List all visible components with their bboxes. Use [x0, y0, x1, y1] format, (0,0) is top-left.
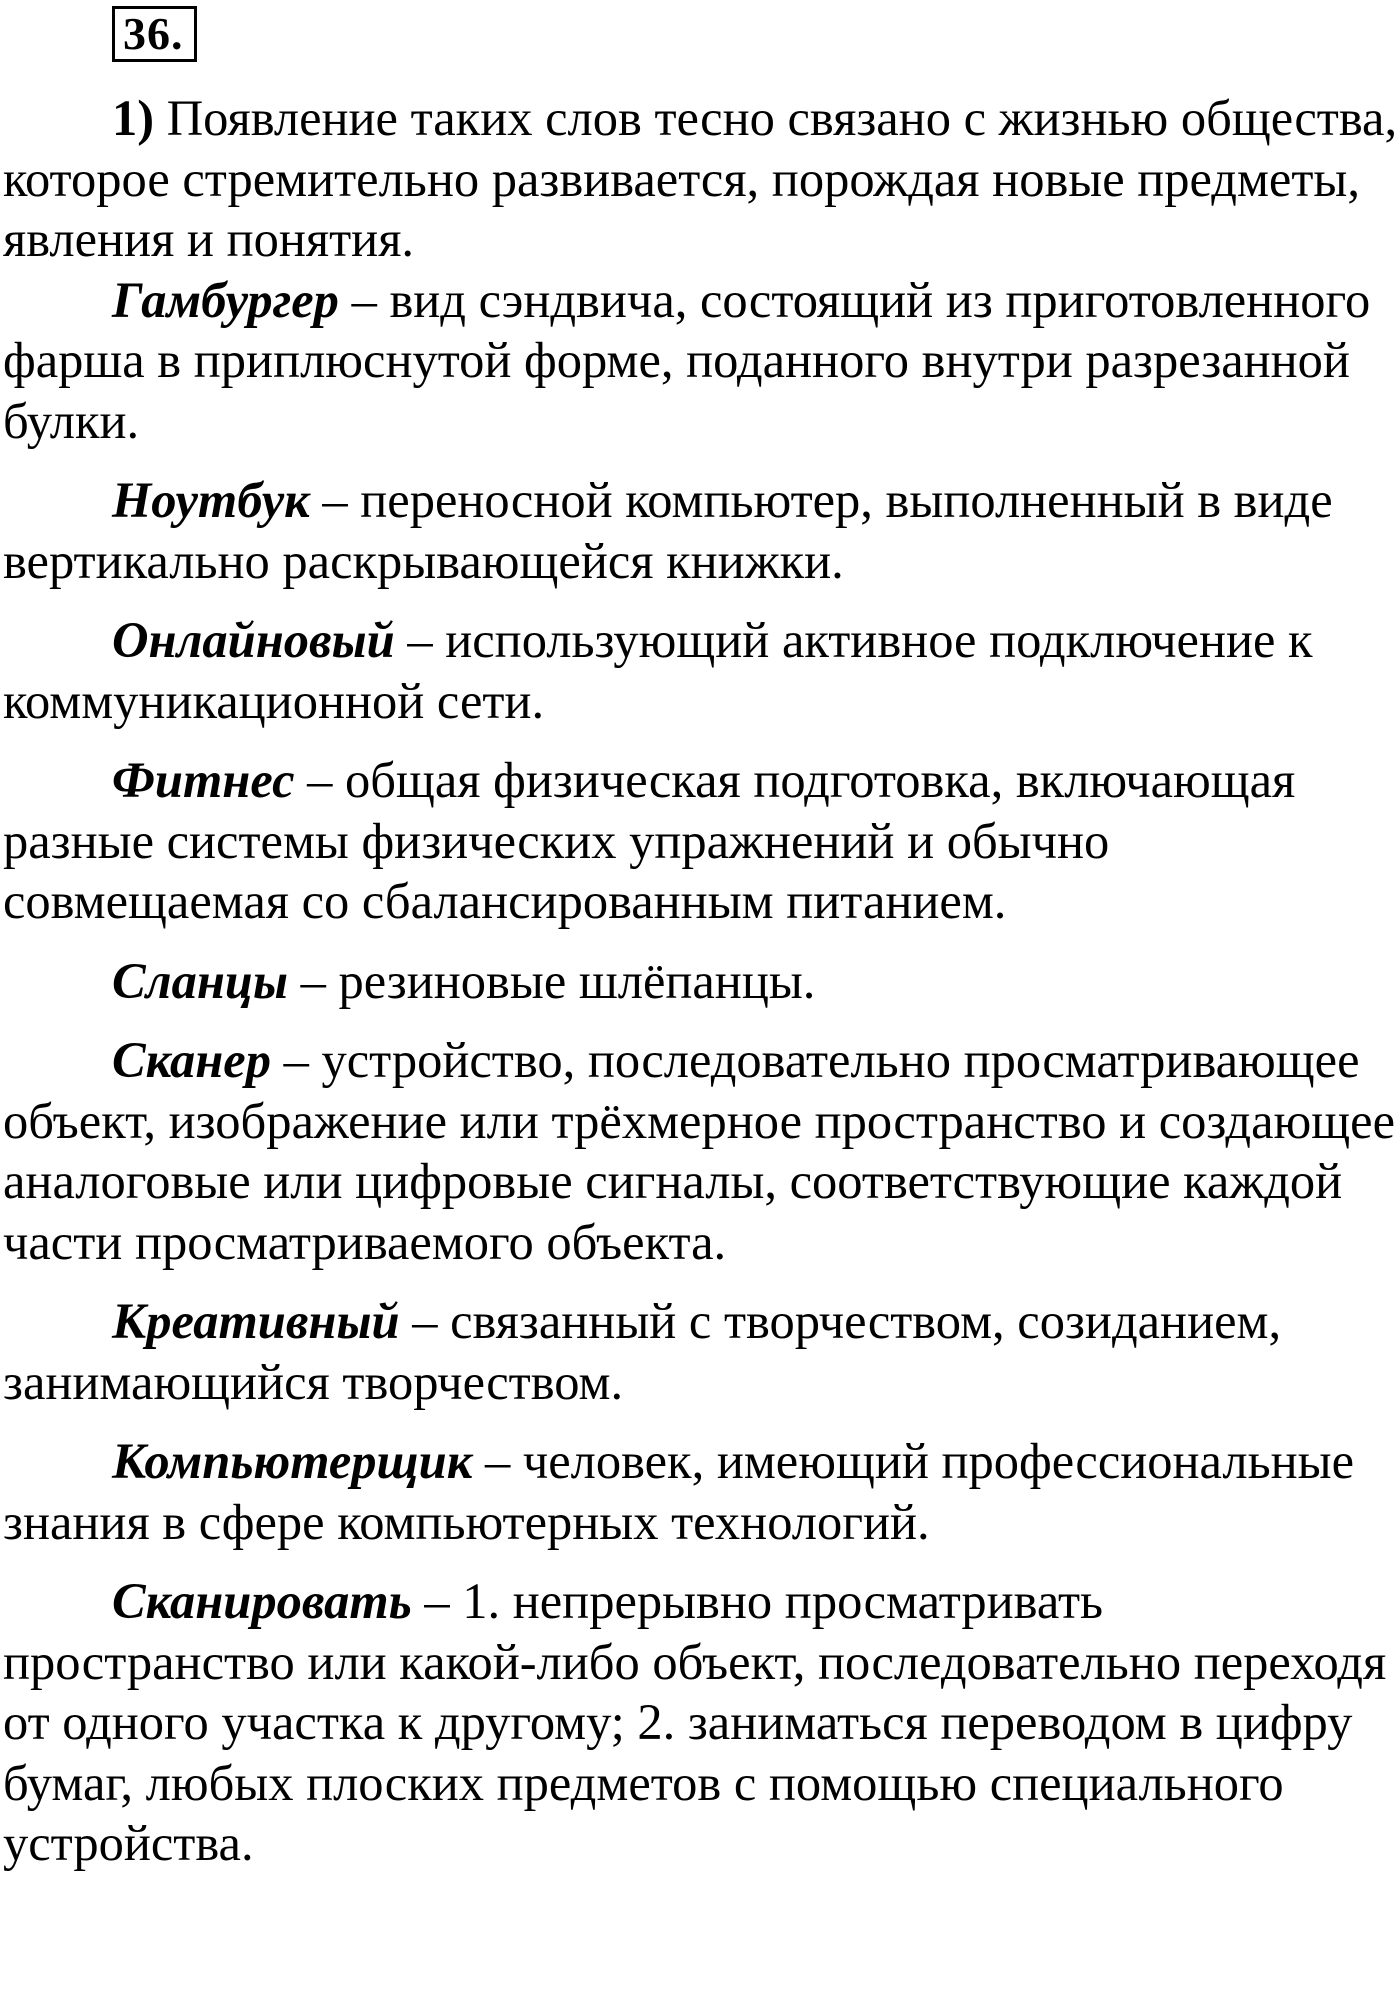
definition-gamburger [3, 270, 1398, 452]
definition-term: Гамбургер [112, 271, 339, 328]
definition-skanirovat [3, 1571, 1398, 1874]
definition-term: Онлайновый [112, 612, 395, 668]
definition-text: – переносной компьютер, выполненный в виде вертикально раскрывающейся книжки. [3, 472, 1333, 589]
definition-term: Фитнес [112, 752, 295, 808]
definition-slantsy [3, 951, 1398, 1012]
definition-term: Сланцы [112, 952, 289, 1009]
definition-skaner [3, 1030, 1398, 1272]
intro-paragraph [3, 88, 1398, 270]
intro-label: 1) [112, 90, 155, 146]
definition-onlaynovyy [3, 610, 1398, 731]
definition-term: Креативный [112, 1293, 400, 1349]
task-number-box: 36. [112, 6, 197, 62]
definition-text: – использующий активное подключение к коммуникационной сети. [3, 612, 1313, 729]
definition-text: – 1. непрерывно просматривать пространство или какой-либо объект, последовательно переходя от одного участка к другому; 2. заниматься переводом в цифру бумаг, любых плоских предметов с помощью специального устройства. [3, 1573, 1387, 1871]
definition-fitnes [3, 750, 1398, 932]
definition-text: – вид сэндвича, состоящий из приготовленного фарша в приплюснутой форме, поданного внутри разрезанной булки. [3, 271, 1371, 449]
definition-term: Сканер [112, 1032, 271, 1088]
definition-noutbuk [3, 470, 1398, 591]
definition-text: – резиновые шлёпанцы. [288, 952, 816, 1009]
answer-text [3, 88, 1398, 1874]
definition-text: – устройство, последовательно просматривающее объект, изображение или трёхмерное пространство и создающее аналоговые или цифровые сигналы, соответствующие каждой части просматриваемого объекта. [3, 1032, 1395, 1270]
definition-kompyuterschik [3, 1431, 1398, 1552]
definition-term: Сканировать [112, 1573, 412, 1629]
definition-term: Ноутбук [112, 472, 310, 528]
definition-text: – общая физическая подготовка, включающая разные системы физических упражнений и обычно совмещаемая со сбалансированным питанием. [3, 752, 1296, 929]
intro-text: Появление таких слов тесно связано с жизнью общества, которое стремительно развивается, порождая новые предметы, явления и понятия. [3, 90, 1398, 267]
definition-text: – человек, имеющий профессиональные знания в сфере компьютерных технологий. [3, 1433, 1355, 1550]
definition-kreativnyy [3, 1291, 1398, 1412]
definition-text: – связанный с творчеством, созиданием, занимающийся творчеством. [3, 1293, 1282, 1410]
definition-term: Компьютерщик [112, 1433, 473, 1489]
